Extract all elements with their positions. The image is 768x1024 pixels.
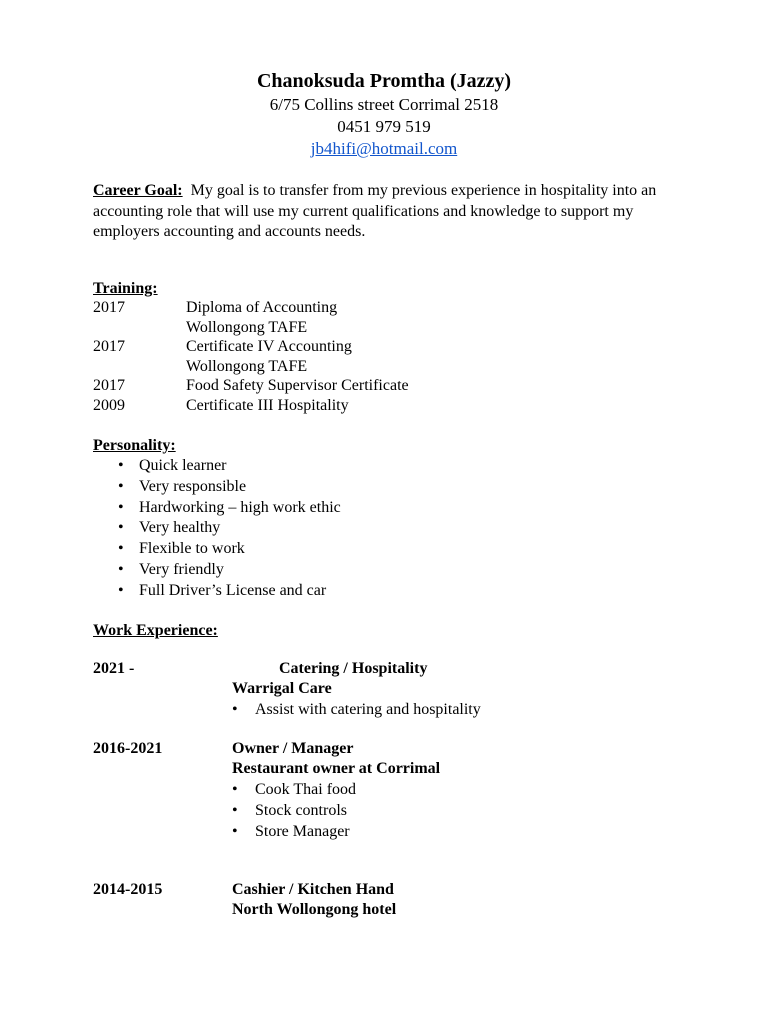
bullet-icon: •: [118, 498, 124, 516]
bullet-icon: •: [232, 823, 238, 840]
training-row: [93, 337, 409, 357]
list-item: • Quick learner: [118, 456, 341, 477]
job-period: 2016-2021: [93, 740, 163, 757]
job-entry: [93, 739, 440, 842]
training-institution: Wollongong TAFE: [186, 318, 308, 336]
candidate-name: Chanoksuda Promtha (Jazzy): [256, 70, 512, 92]
training-year: 2017: [93, 338, 125, 356]
job-employer: Restaurant owner at Corrimal: [232, 760, 441, 777]
list-item: • Flexible to work: [118, 539, 341, 560]
career-goal-text: My goal is to transfer from my previous experience in hospitality into an accounting role that will use my current qualifications and knowledge to support my employers accounting and accounts needs.: [93, 182, 657, 240]
training-course: Certificate III Hospitality: [186, 396, 349, 414]
training-course: Diploma of Accounting: [186, 299, 338, 316]
training-row: [93, 357, 409, 377]
job-entry: [93, 659, 481, 720]
candidate-email-link[interactable]: jb4hifi@hotmail.com: [310, 139, 458, 158]
list-item: • Store Manager: [232, 823, 350, 840]
bullet-icon: •: [232, 781, 238, 798]
resume-header: [0, 68, 768, 160]
job-duties: [93, 779, 440, 842]
job-employer: Warrigal Care: [232, 680, 332, 697]
job-employer: North Wollongong hotel: [232, 901, 397, 918]
bullet-icon: •: [118, 560, 124, 578]
job-period: 2021 -: [93, 660, 135, 677]
personality-list: [118, 456, 341, 602]
training-row: [93, 298, 409, 318]
job-title: Catering / Hospitality: [279, 660, 428, 677]
list-item: • Assist with catering and hospitality: [232, 701, 481, 718]
career-goal-label: Career Goal:: [93, 182, 183, 199]
candidate-phone: 0451 979 519: [337, 117, 431, 136]
job-title: Owner / Manager: [232, 740, 354, 757]
training-list: [93, 298, 409, 416]
bullet-icon: •: [118, 477, 124, 495]
training-year: 2009: [93, 396, 125, 414]
job-duties: [93, 699, 481, 720]
training-row: [93, 396, 409, 416]
list-item: • Very friendly: [118, 560, 341, 581]
list-item: • Hardworking – high work ethic: [118, 498, 341, 519]
job-entry: [93, 880, 396, 920]
bullet-icon: •: [118, 581, 124, 599]
list-item: • Cook Thai food: [232, 781, 357, 798]
bullet-icon: •: [232, 802, 238, 819]
list-item: • Stock controls: [232, 802, 347, 819]
personality-heading: Personality:: [93, 437, 176, 454]
training-institution: Wollongong TAFE: [186, 357, 308, 375]
training-year: 2017: [93, 377, 125, 395]
job-title: Cashier / Kitchen Hand: [232, 881, 394, 898]
bullet-icon: •: [118, 540, 124, 558]
training-row: [93, 376, 409, 396]
training-course: Certificate IV Accounting: [186, 338, 352, 356]
bullet-icon: •: [118, 457, 124, 474]
bullet-icon: •: [232, 701, 238, 718]
list-item: • Full Driver’s License and car: [118, 581, 341, 602]
bullet-icon: •: [118, 519, 124, 537]
career-goal: [93, 181, 673, 243]
training-year: 2017: [93, 299, 125, 316]
job-period: 2014-2015: [93, 881, 163, 898]
list-item: • Very responsible: [118, 477, 341, 498]
training-course: Food Safety Supervisor Certificate: [186, 377, 409, 395]
list-item: • Very healthy: [118, 518, 341, 539]
training-row: [93, 318, 409, 338]
work-experience-heading: Work Experience:: [93, 622, 218, 639]
training-heading: Training:: [93, 280, 158, 297]
candidate-address: 6/75 Collins street Corrimal 2518: [269, 95, 499, 114]
